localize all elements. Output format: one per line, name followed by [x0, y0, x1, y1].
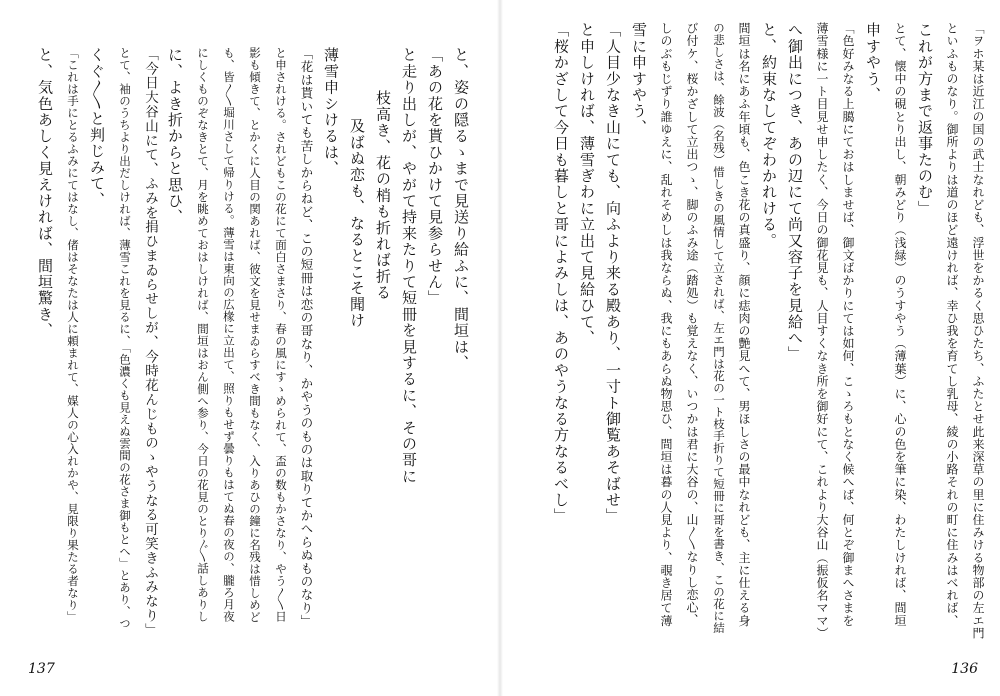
- text-column: にしくものぞなきとて、月を眺めておはしければ、間垣はおん側へ参り、今日の花見のとり〴〵話しありし: [196, 47, 210, 623]
- text-column: 「桜かざして今日も暮しと哥によみしは、あのやうなる方なるべし」: [552, 22, 570, 525]
- text-column: も、皆〳〵堀川さして帰りける。薄雪は東向の広椽に立出て、照りもせず曇りもはてぬ春の夜の、朧ろ月夜: [222, 47, 236, 623]
- text-column: しのぶもじずり誰ゆえに、乱れそめしは我ならぬ、我にもあらぬ物思ひ、間垣は暮の人見より、覗き居て薄: [659, 22, 673, 627]
- right-page: [503, 0, 1000, 696]
- text-column: と走り出しが、やがて持来たりて短冊を見するに、その哥に: [400, 47, 418, 485]
- left-page: [0, 0, 497, 696]
- text-column: くぐ〳〵と判じみて、: [88, 47, 106, 208]
- text-column: これが方まで返事たのむ」: [916, 22, 934, 217]
- text-column: 影も傾きて、とかくに人目の関あれば、彼文を見せまゐらすべき間もなく、入りあひの鐘に名残は惜しめど: [248, 47, 262, 623]
- text-column: 「花は貰いても苦しからねど、この短冊は恋の哥なり、かやうのものは取りてかへらぬものなり」: [299, 47, 314, 628]
- page-number: 137: [28, 661, 55, 677]
- text-column: に、よき折からと思ひ、: [166, 47, 184, 226]
- text-column: と、気色あしく見えければ、間垣驚き、: [36, 47, 54, 339]
- text-column: の悲しさは、餘波（名残）惜しきの風情して立されば、左エ門は花の一ト枝手折りて短冊に哥を書き、この花に結: [712, 22, 726, 634]
- text-column: と申されける。されどもこの花にて面白さまさり、春の風にすゝめられて、盃の数もかさなり、やう〳〵日: [274, 47, 288, 623]
- text-column: 「色好みなる上臈にておはしませば、御文ばかりにては如何、こゝろもとなく候へば、何とぞ御まへさまを: [841, 22, 855, 627]
- text-column: 申すやう、: [864, 22, 882, 103]
- poem-line: 及ばぬ恋も、なるとこそ聞け: [348, 118, 366, 329]
- text-column: 間垣は名にあふ年頃も、色こき花の真盛り、顔に痣肉の艶見へて、男ほしさの最中なれども、主に仕える身: [737, 22, 751, 627]
- text-column: と申しければ、薄雪ぎわに立出て見給ひて、: [578, 22, 596, 346]
- text-column: 雪に申すやう、: [630, 22, 648, 136]
- page-number: 136: [951, 661, 978, 677]
- text-column: と、約束なしてぞわかれける。: [760, 22, 778, 249]
- text-column: 薄雪申シけるは、: [322, 47, 340, 177]
- text-column: へ御出につき、あの辺にて尚又容子を見給へ」: [786, 22, 804, 363]
- text-column: 「人目少なき山にても、向ふより来る殿あり、一寸ト御覧あそばせ」: [604, 22, 622, 525]
- text-column: 薄雪様に一ト目見せ申したく、今日の御花見も、人目すくなき所を御好にて、これより大谷山（振仮名ママ）: [815, 22, 829, 640]
- text-column: 「今日大谷山にて、ふみを捐ひまゐらせしが、今時花んじものゝやうなる可笑きふみなり」: [142, 47, 158, 638]
- text-column: 「これは手にとるふみにてはなし、偖はそなたは人に頼まれて、媒人の心入れかや、見限り果たる者なり」: [66, 47, 80, 623]
- text-column: 「ヲホ某は近江の国の武士なれども、浮世をかるく思ひたち、ふたとせ此来深草の里に住みける物部の左エ門: [971, 22, 985, 640]
- text-column: とて、袖のうちより出だしければ、薄雪これを見るに、「色濃くも見えぬ雲間の花さま御もとへ」とあり、つ: [118, 47, 132, 630]
- text-column: とて、懐中の硯とり出し、朝みどり（浅緑）のうすやう（薄葉）に、心の色を筆に染、わたしければ、間垣: [893, 22, 907, 627]
- text-column: 「あの花を貰ひかけて見参らせん」: [426, 47, 444, 307]
- text-column: といふものなり。御所よりは道のほど遠ければ、幸ひ我を育てし乳母、綾の小路それの町に住みはべれば、: [945, 22, 959, 627]
- poem-line: 枝高き、花の梢も折れば折る: [374, 90, 392, 301]
- text-column: と、姿の隠るゝまで見送り給ふに、間垣は、: [452, 47, 470, 371]
- text-column: び付ケ、桜かざして立出つゝ、脚のふみ途（踏処）も覚えなく、いつかは君に大谷の、山〳〵なりし恋心、: [685, 22, 699, 627]
